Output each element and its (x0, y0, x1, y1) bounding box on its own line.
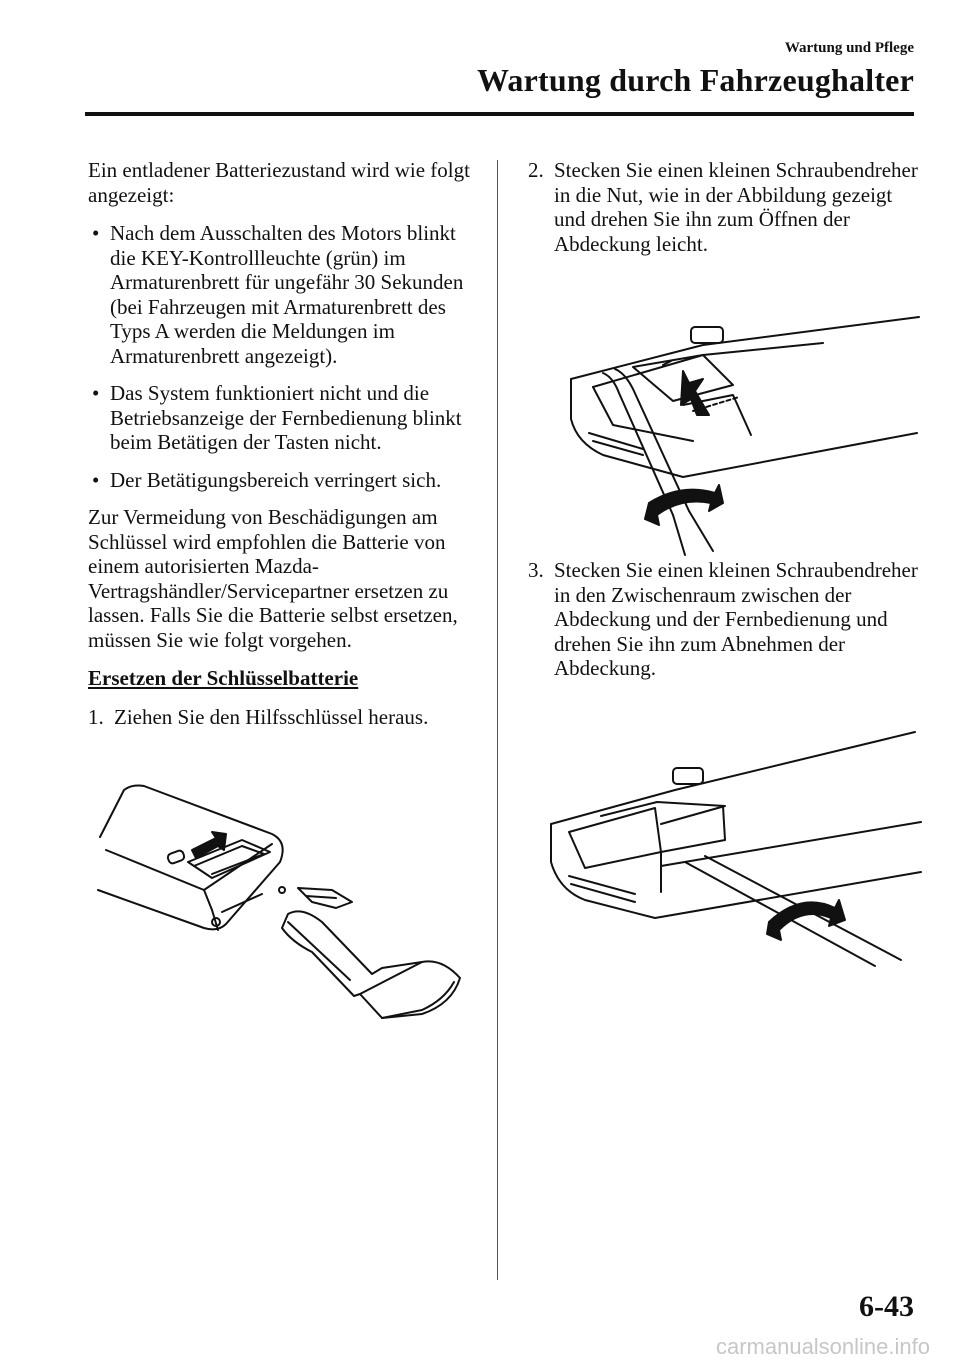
bullet-text: Das System funktioniert nicht und die Betriebsanzeige der Fernbedienung blinkt beim Betätigen der Tasten nicht. (110, 381, 462, 454)
page-number: 6-43 (859, 1290, 914, 1323)
bullet-item (88, 468, 478, 493)
step-text: Ziehen Sie den Hilfsschlüssel heraus. (114, 704, 429, 729)
subheading: Ersetzen der Schlüsselbatterie (88, 666, 359, 690)
bullet-item (88, 381, 478, 455)
bullet-text: Der Betätigungsbereich verringert sich. (110, 467, 442, 492)
step-number: 3. (528, 558, 544, 582)
step-text: Stecken Sie einen kleinen Schraubendreher in die Nut, wie in der Abbildung gezeigt und drehen Sie ihn zum Öffnen der Abdeckung leicht. (554, 158, 918, 256)
watermark: carmanualsonline.info (715, 1334, 930, 1359)
open-cover-screwdriver-illustration (563, 315, 925, 563)
auxiliary-key-removal-illustration (92, 782, 472, 1057)
step-3 (528, 558, 923, 681)
step-number: 1. (88, 704, 104, 729)
intro-paragraph: Ein entladener Batteriezustand wird wie folgt angezeigt: (88, 158, 470, 207)
left-column (88, 158, 478, 739)
header-rule (85, 112, 914, 116)
step-text: Stecken Sie einen kleinen Schraubendreher in den Zwischenraum zwischen der Abdeckung und der Fernbedienung und drehen Sie ihn zum Abnehmen der Abdeckung. (554, 558, 918, 680)
step-1 (88, 705, 478, 730)
column-divider (497, 160, 498, 1280)
bullet-text: Nach dem Ausschalten des Motors blinkt die KEY-Kontrollleuchte (grün) im Armaturenbrett für ungefähr 30 Sekunden (bei Fahrzeugen mit Armaturenbrett des Typs A werden die Meldungen im Armaturenbrett angezeigt). (110, 221, 464, 368)
step-number: 2. (528, 158, 544, 182)
bullet-item (88, 221, 478, 368)
remove-cover-illustration (545, 712, 925, 1000)
page-title: Wartung durch Fahrzeughalter (476, 62, 914, 98)
section-label: Wartung und Pflege (784, 40, 914, 56)
bullet-dot: • (92, 467, 100, 492)
bullet-dot: • (92, 221, 100, 245)
bullet-dot: • (92, 381, 100, 405)
body-paragraph: Zur Vermeidung von Beschädigungen am Schlüssel wird empfohlen die Batterie von einem autorisierten Mazda-Vertragshändler/Servicepartner ersetzen zu lassen. Falls Sie die Batterie selbst ersetzen, müssen Sie wie folgt vorgehen. (88, 505, 458, 652)
